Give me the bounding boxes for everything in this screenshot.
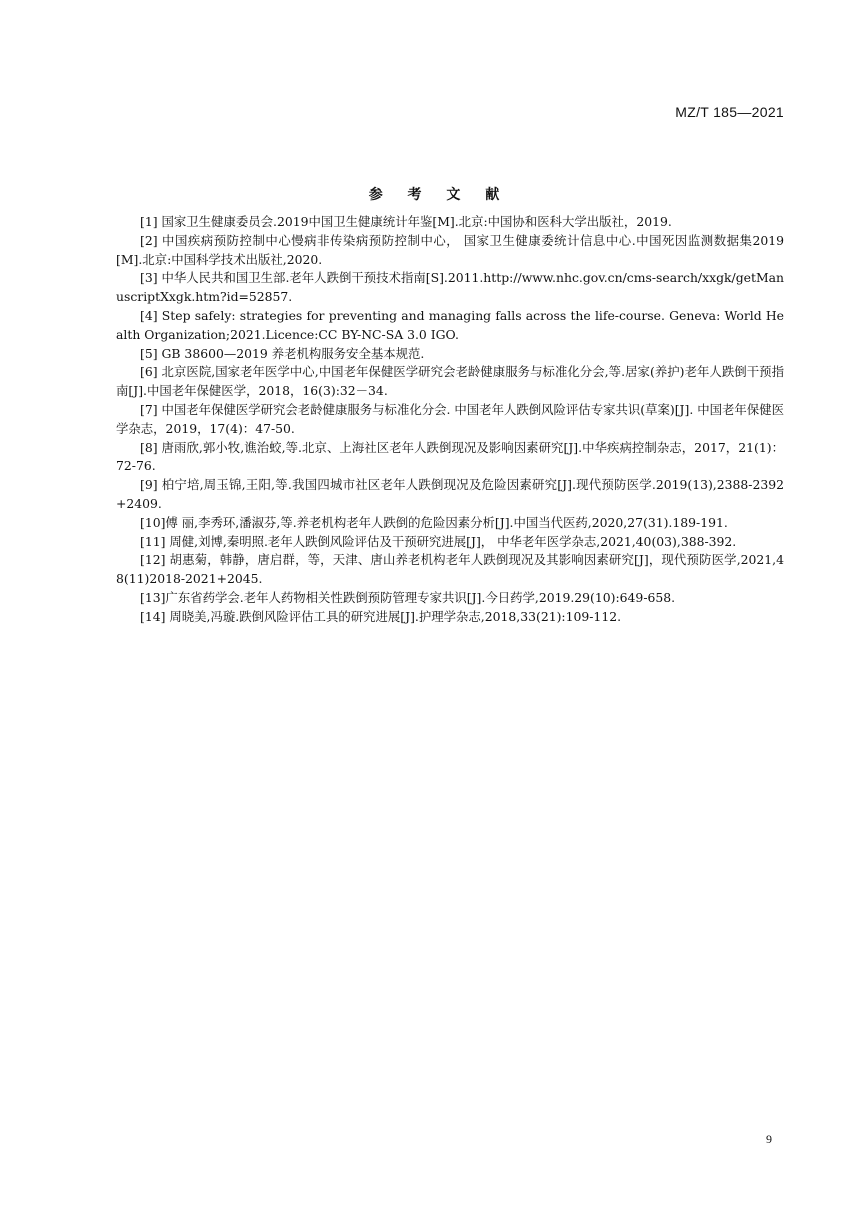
reference-item-11: [11] 周健,刘博,秦明照.老年人跌倒风险评估及干预研究进展[J]， 中华老年医学杂志,2021,40(03),388-392. (140, 533, 737, 549)
reference-list (116, 213, 784, 627)
page-number: 9 (766, 1132, 772, 1146)
reference-item-9: [9] 柏宁培,周玉锦,王阳,等.我国四城市社区老年人跌倒现况及危险因素研究[J].现代预防医学.2019(13),2388-2392+2409. (116, 477, 784, 511)
reference-item-13: [13]广东省药学会.老年人药物相关性跌倒预防管理专家共识[J].今日药学,2019.29(10):649-658. (140, 589, 676, 605)
reference-item-3: [3] 中华人民共和国卫生部.老年人跌倒干预技术指南[S].2011.http://www.nhc.gov.cn/cms-search/xxgk/getManuscriptXxgk.htm?id=52857. (116, 270, 784, 305)
reference-item-10: [10]傅 丽,李秀环,潘淑芬,等.养老机构老年人跌倒的危险因素分析[J].中国当代医药,2020,27(31).189-191. (140, 514, 728, 530)
reference-item-2: [2] 中国疾病预防控制中心慢病非传染病预防控制中心， 国家卫生健康委统计信息中心.中国死因监测数据集2019[M].北京:中国科学技术出版社,2020. (116, 232, 784, 267)
reference-item-5: [5] GB 38600—2019 养老机构服务安全基本规范. (140, 345, 425, 361)
reference-item-6: [6] 北京医院,国家老年医学中心,中国老年保健医学研究会老龄健康服务与标准化分会,等.居家(养护)老年人跌倒干预指南[J].中国老年保健医学，2018，16(3):32－34. (116, 364, 784, 399)
standard-code: MZ/T 185—2021 (675, 104, 784, 120)
reference-item-1: [1] 国家卫生健康委员会.2019中国卫生健康统计年鉴[M].北京:中国协和医科大学出版社，2019. (140, 214, 672, 229)
reference-item-8: [8] 唐雨欣,郭小牧,谯治蛟,等.北京、上海社区老年人跌倒现况及影响因素研究[J].中华疾病控制杂志，2017，21(1)：72-76. (116, 439, 784, 474)
reference-item-14: [14] 周晓美,冯璇.跌倒风险评估工具的研究进展[J].护理学杂志,2018,33(21):109-112. (140, 608, 622, 624)
reference-item-12: [12] 胡惠菊，韩静，唐启群，等，天津、唐山养老机构老年人跌倒现况及其影响因素研究[J]，现代预防医学,2021,48(11)2018-2021+2045. (116, 552, 784, 587)
reference-item-7: [7] 中国老年保健医学研究会老龄健康服务与标准化分会. 中国老年人跌倒风险评估专家共识(草案)[J]. 中国老年保健医学杂志，2019，17(4)：47-50. (116, 401, 784, 436)
reference-item-4: [4] Step safely: strategies for preventing and managing falls across the life-course. Geneva: World Health Organization;2021.Licence:CC BY-NC-SA 3.0 IGO. (116, 307, 784, 342)
section-title: 参 考 文 献 (368, 187, 510, 203)
